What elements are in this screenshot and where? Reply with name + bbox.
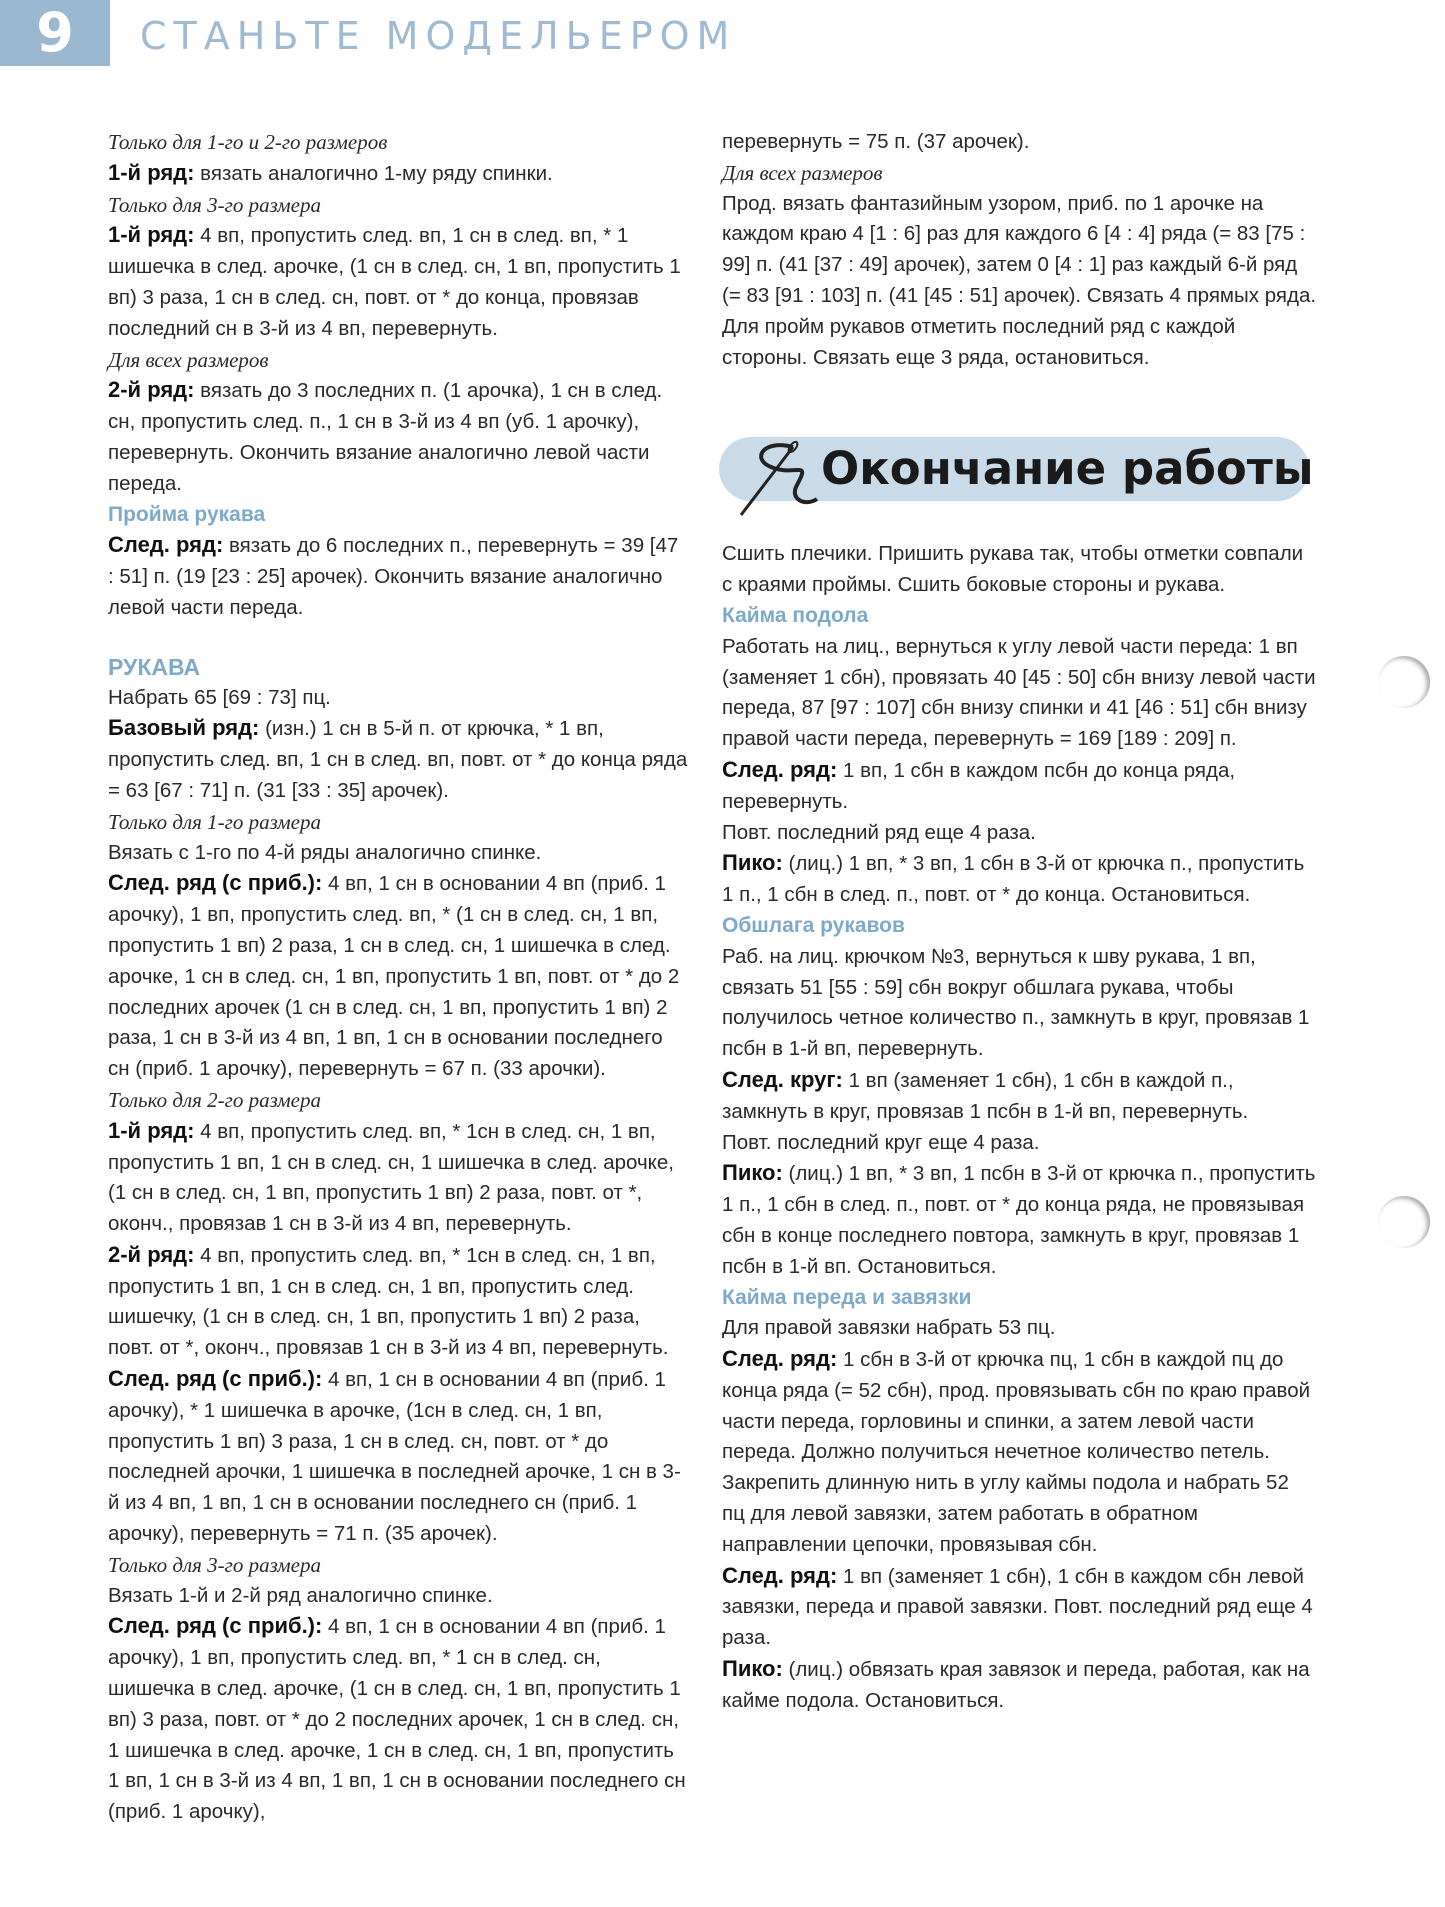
row-text: 4 вп, пропустить след. вп, 1 сн в след. вп, * 1 шишечка в след. арочке, (1 сн в след. сн, 1 вп, пропустить 1 вп) 3 раза, 1 сн в след. сн, повт. от * до конца, провязав последний сн в 3-й из 4 вп, перевернуть. [108,224,681,340]
left-column [108,127,688,1828]
pattern-row [108,868,688,1085]
row-text: (лиц.) 1 вп, * 3 вп, 1 псбн в 3-й от крючка п., пропустить 1 п., 1 сбн в след. п., повт. от * до конца ряда, не провязывая сбн в конце последнего повтора, замкнуть в круг, провязав 1 псбн в 1-й вп. Остановиться. [722,1162,1316,1278]
row-label: Пико: [722,850,783,876]
row-label: След. ряд (с приб.): [108,1613,323,1639]
row-label: Пико: [722,1160,783,1186]
pattern-row [108,158,688,190]
row-text: вязать до 3 последних п. (1 арочка), 1 сн в след. сн, пропустить след. п., 1 сн в 3-й из 4 вп (уб. 1 арочку), перевернуть. Окончить вязание аналогично левой части переда. [108,379,663,495]
page-number: 9 [0,0,110,66]
size-note: Только для 1-го размера [108,809,322,834]
row-text: 1 сбн в 3-й от крючка пц, 1 сбн в каждой пц до конца ряда (= 52 сбн), прод. провязывать сбн по краю правой части переда, горловины и спинки, а затем левой части переда. Должно получиться нечетное количество петель. Закрепить длинную нить в углу каймы подола и набрать 52 пц для левой завязки, затем работать в обратном направлении цепочки, провязывая сбн. [722,1348,1311,1556]
paragraph: Работать на лиц., вернуться к углу левой части переда: 1 вп (заменяет 1 сбн), провязать 40 [45 : 50] сбн внизу левой части переда, 87 [97 : 107] сбн внизу спинки и 41 [46 : 51] сбн внизу правой части переда, перевернуть = 169 [189 : 209] п. [722,634,1316,751]
section-heading: Обшлага рукавов [722,913,905,937]
pattern-row [108,713,688,806]
paragraph: Для правой завязки набрать 53 пц. [722,1316,1056,1340]
pattern-row [722,755,1317,818]
needle-thread-icon [733,429,825,521]
pattern-row [108,1116,688,1240]
row-label: Пико: [722,1656,783,1682]
size-note: Только для 3-го размера [108,192,322,217]
binder-hole [1378,656,1430,708]
pattern-row [722,1654,1317,1717]
row-label: След. ряд: [108,532,224,558]
banner-title: Окончание работы [821,442,1314,496]
row-text: 4 вп, 1 сн в основании 4 вп (приб. 1 арочку), 1 вп, пропустить след. вп, * (1 сн в след. сн, 1 вп, пропустить 1 вп) 2 раза, 1 сн в след. сн, 1 шишечка в след. арочке, 1 сн в след. сн, 1 вп, пропустить 1 вп, повт. от * до 2 последних арочек (1 сн в след. сн, 1 вп, пропустить 1 вп) 2 раза, 1 сн в 3-й из 4 вп, 1 вп, 1 сн в основании последнего сн (приб. 1 арочку), перевернуть = 67 п. (33 арочки). [108,872,680,1081]
row-text: 4 вп, 1 сн в основании 4 вп (приб. 1 арочку), 1 вп, пропустить след. вп, * 1 сн в след. сн, шишечка в след. арочке, (1 сн в след. сн, 1 вп, пропустить 1 вп) 3 раза, повт. от * до 2 последних арочек, 1 сн в след. сн, 1 шишечка в след. арочке, 1 сн в след. сн, 1 вп, пропустить 1 вп, 1 сн в 3-й из 4 вп, 1 вп, 1 сн в основании последнего сн (приб. 1 арочку), [108,1615,686,1824]
section-heading: Кайма переда и завязки [722,1285,972,1309]
row-label: 1-й ряд: [108,1117,195,1143]
section-heading: Пройма рукава [108,502,266,526]
pattern-row [108,1240,688,1364]
row-text: вязать аналогично 1-му ряду спинки. [194,161,553,185]
size-note: Для всех размеров [722,160,883,185]
section-heading: РУКАВА [108,653,201,680]
size-note: Только для 3-го размера [108,1552,322,1577]
size-note: Только для 1-го и 2-го размеров [108,130,388,154]
paragraph: Прод. вязать фантазийным узором, приб. по 1 арочке на каждом краю 4 [1 : 6] раз для каждого 6 [4 : 4] ряда (= 83 [75 : 99] п. (41 [37 : 49] арочек), затем 0 [4 : 1] раз каждый 6-й ряд (= 83 [91 : 103] п. (41 [45 : 51] арочек). Связать 4 прямых ряда. Для пройм рукавов отметить последний ряд с каждой стороны. Связать еще 3 ряда, остановиться. [722,191,1317,369]
row-text: (лиц.) 1 вп, * 3 вп, 1 сбн в 3-й от крючка п., пропустить 1 п., 1 сбн в след. п., повт. от * до конца. Остановиться. [722,852,1305,907]
row-label: След. ряд (с приб.): [108,870,323,896]
row-label: След. ряд (с приб.): [108,1366,323,1392]
row-text: 4 вп, 1 сн в основании 4 вп (приб. 1 арочку), * 1 шишечка в арочке, (1сн в след. сн, 1 вп, пропустить 1 вп) 3 раза, 1 сн в след. сн, повт. от * до последней арочки, 1 шишечка в последней арочке, 1 сн в 3-й из 4 вп, 1 вп, 1 сн в основании последнего сн (приб. 1 арочку), перевернуть = 71 п. (35 арочек). [108,1368,681,1546]
row-label: След. ряд: [722,1346,838,1372]
paragraph: Вязать с 1-го по 4-й ряды аналогично спинке. [108,840,542,864]
pattern-row [722,1344,1317,1561]
pattern-row [722,1561,1317,1654]
row-text: 4 вп, пропустить след. вп, * 1сн в след. сн, 1 вп, пропустить 1 вп, 1 сн в след. сн, 1 вп, пропустить след. шишечку, (1 сн в след. сн, 1 вп, пропустить 1 вп) 2 раза, повт. от *, оконч., провязав 1 сн в 3-й из 4 вп, перевернуть. [108,1243,669,1360]
row-label: След. круг: [722,1066,843,1092]
binder-hole [1378,1196,1430,1248]
pattern-row [722,848,1317,911]
row-label: След. ряд: [722,756,838,782]
row-text: (лиц.) обвязать края завязок и переда, работая, как на кайме подола. Остановиться. [722,1658,1310,1712]
spacer [108,624,688,652]
row-text: 1 вп (заменяет 1 сбн), 1 сбн в каждом сбн левой завязки, переда и правой завязки. Повт. последний ряд еще 4 раза. [722,1564,1313,1650]
row-text: 1 вп, 1 сбн в каждом псбн до конца ряда, перевернуть. [722,758,1236,813]
pattern-row [108,1364,688,1550]
row-label: 2-й ряд: [108,377,195,403]
paragraph: Повт. последний круг еще 4 раза. [722,1130,1040,1154]
section-banner [719,429,1319,525]
pattern-row [722,1158,1317,1282]
page-header [0,0,1445,68]
row-label: След. ряд: [722,1562,838,1588]
row-text: вязать до 6 последних п., перевернуть = 39 [47 : 51] п. (19 [23 : 25] арочек). Окончить вязание аналогично левой части переда. [108,534,679,619]
row-label: 2-й ряд: [108,1241,195,1267]
section-heading: Кайма подола [722,603,869,627]
row-label: Базовый ряд: [108,715,260,741]
paragraph: Вязать 1-й и 2-й ряд аналогично спинке. [108,1583,493,1607]
paragraph: перевернуть = 75 п. (37 арочек). [722,130,1030,153]
row-label: 1-й ряд: [108,222,195,248]
pattern-row [108,530,688,623]
row-text: 1 вп (заменяет 1 сбн), 1 сбн в каждой п., замкнуть в круг, провязав 1 псбн в 1-й вп, перевернуть. [722,1068,1249,1123]
paragraph: Набрать 65 [69 : 73] пц. [108,685,331,709]
paragraph: Раб. на лиц. крючком №3, вернуться к шву рукава, 1 вп, связать 51 [55 : 59] сбн вокруг обшлага рукава, чтобы получилось четное количество п., замкнуть в круг, провязав 1 псбн в 1-й вп, перевернуть. [722,944,1310,1061]
pattern-row [108,220,688,344]
size-note: Только для 2-го размера [108,1087,322,1112]
pattern-row [108,375,688,499]
paragraph: Сшить плечики. Пришить рукава так, чтобы отметки совпали с краями проймы. Сшить боковые стороны и рукава. [722,542,1304,597]
chapter-title: СТАНЬТЕ МОДЕЛЬЕРОМ [140,14,737,58]
pattern-row [722,1065,1317,1128]
row-text: (изн.) 1 сн в 5-й п. от крючка, * 1 вп, пропустить след. вп, 1 сн в след. вп, повт. от * до конца ряда = 63 [67 : 71] п. (31 [33 : 35] арочек). [108,717,688,802]
size-note: Для всех размеров [108,347,269,372]
right-column [722,127,1317,1717]
paragraph: Повт. последний ряд еще 4 раза. [722,820,1036,844]
row-label: 1-й ряд: [108,159,195,185]
pattern-row [108,1611,688,1828]
spacer [722,373,1317,429]
row-text: 4 вп, пропустить след. вп, * 1сн в след. сн, 1 вп, пропустить 1 вп, 1 сн в след. сн, 1 шишечка в след. арочке, (1 сн в след. сн, 1 вп, пропустить 1 вп) 2 раза, повт. от *, оконч., провязав 1 сн в 3-й из 4 вп, перевернуть. [108,1119,674,1236]
